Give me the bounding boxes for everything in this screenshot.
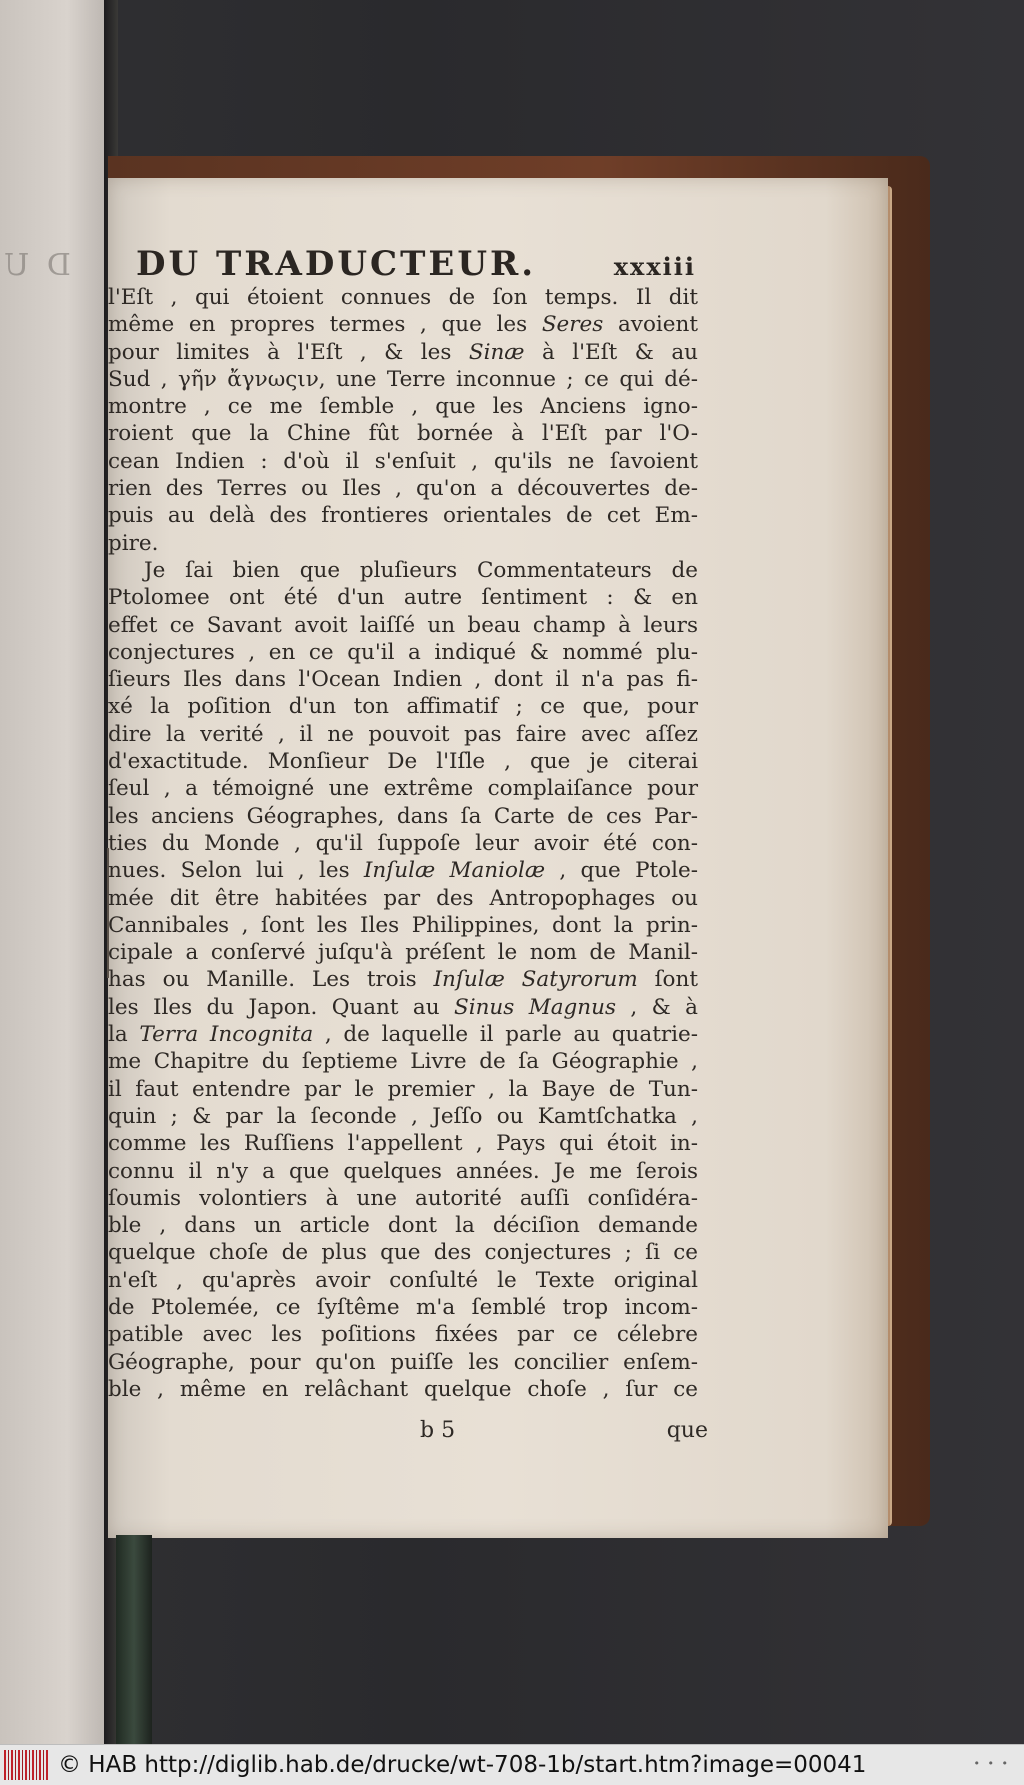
text-line-content	[108, 1239, 698, 1266]
text-run: cipale a conſervé juſqu'à préſent le nom de Manil-	[108, 940, 698, 966]
text-line	[108, 339, 698, 366]
text-run: n'eſt , qu'après avoir conſulté le Texte original	[108, 1267, 698, 1293]
text-run: montre , ce me ſemble , que les Anciens igno-	[108, 394, 698, 420]
text-line	[108, 530, 698, 557]
text-line-content	[108, 393, 698, 420]
text-run: à l'Eſt & au	[524, 339, 698, 365]
italic-term: Sinus Magnus	[453, 994, 617, 1020]
text-line-content	[108, 1349, 698, 1376]
text-run: ble , même en relâchant quelque choſe , ſur ce	[108, 1376, 698, 1402]
text-line-content	[108, 803, 698, 830]
text-line	[108, 1158, 698, 1185]
text-line	[108, 311, 698, 338]
text-run: me Chapitre du ſeptieme Livre de ſa Géographie ,	[108, 1049, 698, 1075]
footer-dots: • • •	[973, 1757, 1010, 1770]
text-line	[108, 994, 698, 1021]
text-line	[108, 393, 698, 420]
signature-mark: b 5	[420, 1418, 456, 1443]
text-line-content	[108, 284, 698, 311]
text-line-content	[108, 339, 698, 366]
text-line	[108, 803, 698, 830]
text-line	[108, 1021, 698, 1048]
text-line	[108, 1267, 698, 1294]
text-line	[108, 1130, 698, 1157]
text-line	[108, 612, 698, 639]
text-run: l'Eſt , qui étoient connues de ſon temps. Il dit	[108, 285, 698, 310]
text-run: Sud , γῆν ἄγνωςιν, une Terre inconnue ; ce qui dé-	[108, 366, 698, 392]
text-run: les Iles du Japon. Quant au	[108, 994, 454, 1020]
text-line-content	[108, 1267, 698, 1294]
text-line-content	[108, 1021, 698, 1048]
text-run: rien des Terres ou Iles , qu'on a découvertes de-	[108, 476, 698, 502]
text-line-content	[144, 557, 698, 584]
text-line	[108, 721, 698, 748]
text-run: mée dit être habitées par des Antropophages ou	[108, 885, 698, 911]
text-line	[108, 966, 698, 993]
text-run: , & à	[616, 994, 698, 1020]
text-line	[108, 284, 698, 311]
text-run: pour limites à l'Eſt , & les	[108, 339, 469, 365]
text-run: Ptolomee ont été d'un autre ſentiment : & en	[108, 585, 698, 611]
text-line	[108, 584, 698, 611]
text-run: ſieurs Iles dans l'Ocean Indien , dont il n'a pas fi-	[108, 667, 698, 693]
text-line	[108, 1076, 698, 1103]
text-line	[108, 1048, 698, 1075]
text-line	[108, 775, 698, 802]
page-number: xxxiii	[613, 252, 696, 281]
text-run: dire la verité , il ne pouvoit pas faire avec aſſez	[108, 721, 698, 747]
text-run: Cannibales , ſont les Iles Philippines, dont la prin-	[108, 912, 698, 938]
text-line	[108, 475, 698, 502]
text-line-content	[108, 1376, 698, 1403]
text-line-content	[108, 830, 698, 857]
text-run: nues. Selon lui , les	[108, 858, 364, 884]
text-line-content	[108, 448, 698, 475]
text-line	[108, 857, 698, 884]
text-line-content	[108, 1185, 698, 1212]
text-line-content	[108, 721, 698, 748]
text-run: même en propres termes , que les	[108, 312, 542, 338]
text-run: connu il n'y a que quelques années. Je me ſerois	[108, 1158, 698, 1184]
text-line	[108, 748, 698, 775]
text-run: cean Indien : d'où il s'enſuit , qu'ils ne ſavoient	[108, 448, 698, 474]
text-run: , que Ptole-	[545, 858, 698, 884]
text-line	[108, 448, 698, 475]
text-line-content	[108, 584, 698, 611]
text-line-content	[108, 1048, 698, 1075]
text-run: ble , dans un article dont la déciſion demande	[108, 1213, 698, 1239]
text-line	[108, 1294, 698, 1321]
text-run: quin ; & par la ſeconde , Jeſſo ou Kamtſchatka ,	[108, 1103, 698, 1129]
text-line	[108, 502, 698, 529]
text-line-content	[108, 311, 698, 338]
text-line	[108, 1185, 698, 1212]
text-line	[108, 939, 698, 966]
text-line-content	[108, 966, 698, 993]
text-run: roient que la Chine fût bornée à l'Eſt par l'O-	[108, 421, 698, 447]
text-line-content	[108, 366, 698, 393]
italic-term: Terra Incognita	[139, 1022, 314, 1048]
text-line-content	[108, 939, 698, 966]
italic-term: Seres	[541, 312, 604, 338]
text-line-content	[108, 1294, 698, 1321]
text-line-content	[108, 994, 698, 1021]
text-run: les anciens Géographes, dans ſa Carte de ces Par-	[108, 803, 698, 829]
text-run: , de laquelle il parle au quatrie-	[313, 1022, 698, 1048]
text-line-content	[108, 857, 698, 884]
text-run: puis au delà des frontieres orientales de cet Em-	[108, 503, 698, 529]
body-text	[108, 284, 698, 1403]
text-line-content	[108, 1158, 698, 1185]
italic-term: Inſulæ Maniolæ	[363, 858, 546, 884]
text-line	[108, 912, 698, 939]
italic-term: Sinæ	[468, 339, 525, 365]
text-line-content	[108, 612, 698, 639]
running-header	[136, 244, 696, 284]
text-line-content	[108, 1321, 698, 1348]
text-run: de Ptolemée, ce ſyſtême m'a ſemblé trop incom-	[108, 1294, 698, 1320]
text-run: patible avec les poſitions fixées par ce célebre	[108, 1322, 698, 1348]
text-line-content	[108, 912, 698, 939]
page-foot	[420, 1418, 708, 1443]
text-line-content	[108, 693, 698, 720]
text-line	[108, 1239, 698, 1266]
text-run: ſeul , a témoigné une extrême complaiſance pour	[108, 776, 698, 802]
text-line	[108, 830, 698, 857]
previous-page-edge	[0, 0, 112, 1744]
text-line-content	[108, 885, 698, 912]
text-run: il faut entendre par le premier , la Baye de Tun-	[108, 1076, 698, 1102]
text-line	[108, 1103, 698, 1130]
text-line	[108, 693, 698, 720]
text-line-content	[108, 775, 698, 802]
text-line-content	[108, 748, 698, 775]
text-run: quelque choſe de plus que des conjectures ; ſi ce	[108, 1240, 698, 1266]
text-line	[108, 420, 698, 447]
text-line-content	[108, 475, 698, 502]
footer-source-link[interactable]: © HAB http://diglib.hab.de/drucke/wt-708-1b/start.htm?image=00041	[58, 1752, 867, 1778]
text-line	[108, 1376, 698, 1403]
text-line	[108, 885, 698, 912]
text-line-content	[108, 1130, 698, 1157]
text-run: effet ce Savant avoit laiſſé un beau champ à leurs	[108, 612, 698, 638]
text-run: pire.	[108, 530, 159, 556]
text-line-content	[108, 639, 698, 666]
viewer-footer	[0, 1744, 1024, 1785]
text-line	[108, 1212, 698, 1239]
italic-term: Inſulæ Satyrorum	[433, 967, 638, 993]
catchword: que	[666, 1418, 708, 1443]
text-run: ſoumis volontiers à une autorité auſſi conſidéra-	[108, 1185, 698, 1211]
text-run: has ou Manille. Les trois	[108, 967, 434, 993]
text-run: conjectures , en ce qu'il a indiqué & nommé plu-	[108, 639, 698, 665]
text-line	[108, 1321, 698, 1348]
text-line	[108, 1349, 698, 1376]
text-line-content	[108, 1212, 698, 1239]
text-run: Je ſai bien que pluſieurs Commentateurs de	[144, 557, 698, 583]
running-header-title: DU TRADUCTEUR.	[136, 244, 537, 284]
text-line-content	[108, 1076, 698, 1103]
text-line	[108, 557, 698, 584]
text-run: xé la poſition d'un ton affimatif ; ce que, pour	[108, 694, 698, 720]
text-run: ſont	[637, 967, 698, 993]
previous-page-ghost-header: D U	[0, 248, 71, 283]
text-run: Géographe, pour qu'on puiſſe les concilier enſem-	[108, 1349, 698, 1375]
text-line	[108, 366, 698, 393]
text-run: ties du Monde , qu'il ſuppoſe leur avoir été con-	[108, 830, 698, 856]
binding-ribbon	[116, 1535, 152, 1744]
text-line-content	[108, 530, 698, 557]
text-run: la	[108, 1022, 140, 1048]
text-run: avoient	[603, 312, 698, 338]
text-line	[108, 639, 698, 666]
text-line-content	[108, 1103, 698, 1130]
text-line-content	[108, 666, 698, 693]
text-line-content	[108, 420, 698, 447]
text-run: comme les Ruſſiens l'appellent , Pays qui étoit in-	[108, 1131, 698, 1157]
text-line	[108, 666, 698, 693]
hab-logo-icon	[4, 1750, 48, 1780]
text-line-content	[108, 502, 698, 529]
text-run: d'exactitude. Monſieur De l'Iſle , que je citerai	[108, 749, 698, 775]
